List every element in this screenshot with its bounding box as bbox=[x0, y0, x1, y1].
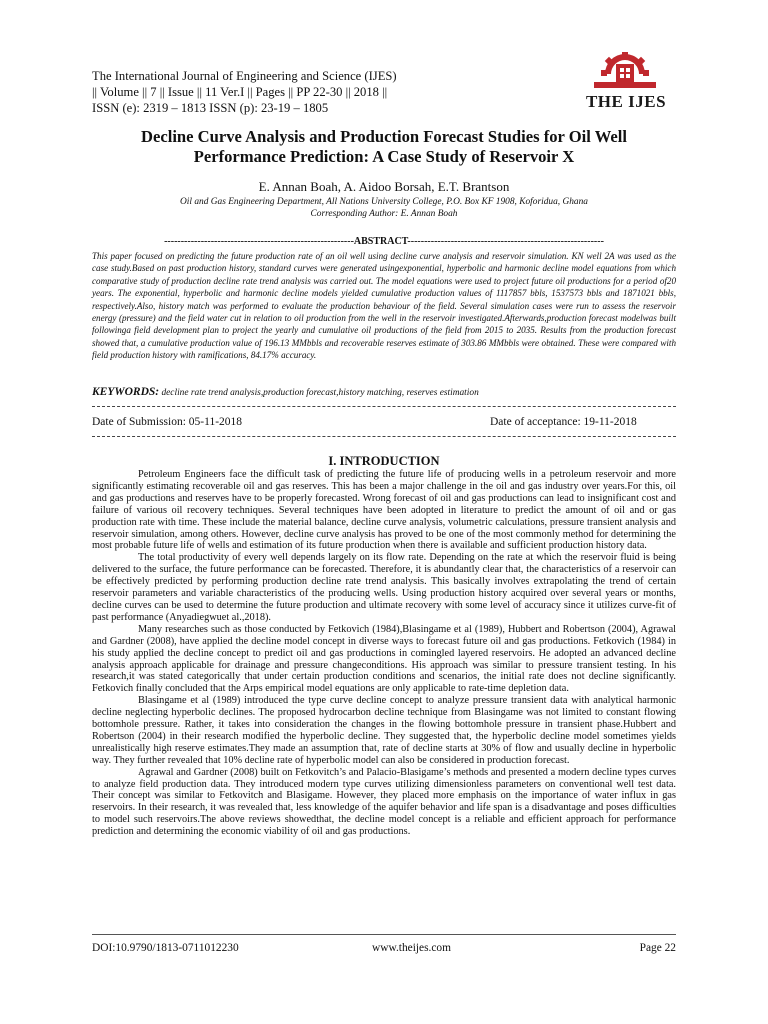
paragraph: Petroleum Engineers face the difficult task of predicting the future life of producing wells in a petroleum reservoir and more significantly estimating recoverable oil and gas reserves. This has been a major challenge in the oil and gas industry over years.For this, oil and gas productions and reserves have to be properly forecasted. Wrong forecast of oil and gas productions can lead to insignificant cost and failure of various oil recovery techniques. Several techniques have been adopted in literature to predict the amount of oil and or gas production rate with time. These include the material balance, decline curve analysis, volumetric calculations, pressure transient analysis and reservoir simulation, among others. However, decline curve analysis has proved to be one of the most commonly method for determining the most probable future life of wells and estimation of its future production when there is available and sufficient production history data. bbox=[92, 469, 676, 552]
doi: DOI:10.9790/1813-0711012230 bbox=[92, 942, 239, 954]
authors: E. Annan Boah, A. Aidoo Borsah, E.T. Brantson bbox=[258, 179, 510, 194]
website-link[interactable]: www.theijes.com bbox=[372, 942, 451, 954]
paragraph: Many researches such as those conducted by Fetkovich (1984),Blasingame et al (1989), Hubbert and Robertson (2004), Agrawal and Gardner (2008), have applied the decline model concept in diverse ways to forecast future oil and gas productions. Fetkovich (1984) in his study applied the decline concept to predict oil and gas productions in comingled layered reservoirs. He adopted an advanced decline analysis approach applicable for drainage and pressure changeconditions. His approach was similar to pressure transient testing. In his research,it was stated categorically that under certain production conditions and scenarios, the initial rate does not decline significantly. Fetkovich finally concluded that the Arps empirical model equations are only applicable to rate-time depletion data. bbox=[92, 623, 676, 695]
keywords bbox=[92, 386, 676, 398]
journal-logo bbox=[570, 52, 680, 112]
paper-title bbox=[92, 127, 676, 167]
gear-building-icon bbox=[570, 52, 680, 96]
logo-text: THE IJES bbox=[585, 92, 667, 111]
section-heading: I. INTRODUCTION bbox=[328, 454, 440, 468]
introduction-body bbox=[92, 469, 676, 838]
journal-name: The International Journal of Engineering and Science (IJES) bbox=[92, 69, 397, 83]
paragraph: Agrawal and Gardner (2008) built on Fetkovitch’s and Palacio-Blasigame’s methods and presented a modern decline types curves to analyze field production data. They introduced modern type curves utilizing dimensionless parameters on conventional well test data. Their concept was similar to Fetkovitch and Blasigame. However, they placed more emphasis on the importance of water influx in gas reservoirs. In their research, it was revealed that, less knowledge of the aquifer behavior and life span is a disadvantage and poses difficulties to model such reservoirs.The above reviews showedthat, the decline model concept is a reliable and efficient approach for performance prediction and determining the economic viability of oil and gas productions. bbox=[92, 766, 676, 838]
journal-header bbox=[92, 68, 562, 116]
page-number: Page 22 bbox=[639, 942, 676, 954]
affiliation: Oil and Gas Engineering Department, All Nations University College, P.O. Box KF 1908, Koforidua, Ghana bbox=[180, 197, 588, 207]
title-line-1: Decline Curve Analysis and Production Forecast Studies for Oil Well bbox=[141, 127, 627, 146]
keywords-label: KEYWORDS: bbox=[92, 386, 160, 398]
acceptance-date: Date of acceptance: 19-11-2018 bbox=[490, 416, 637, 428]
footer-rule bbox=[92, 934, 676, 935]
paragraph: Blasingame et al (1989) introduced the type curve decline concept to analyze pressure transient data with analytical harmonic decline neglecting hyperbolic declines. The proposed hydrocarbon decline technique from Blasingame was not limited to constant flowing bottomhole pressure. Rather, it takes into consideration the changes in the flowing bottomhole pressure in transient phase.Hubbert and Robertson (2004) in their research modified the hyperbolic decline. They suggested that, the hyperbolic decline model sometimes yields unrealistically high reserve estimates.They made an assumption that, rate of decline starts at 30% of flow and usually decline in hyperbolic way. They further revealed that 10% decline rate of hyperbolic model can also be considered in production forecast. bbox=[92, 695, 676, 766]
submission-date: Date of Submission: 05-11-2018 bbox=[92, 416, 243, 428]
corresponding-author: Corresponding Author: E. Annan Boah bbox=[310, 209, 458, 219]
abstract-heading: ---------------------------------------------------------ABSTRACT----------------------------------------------------------- bbox=[164, 236, 604, 247]
journal-volume: || Volume || 7 || Issue || 11 Ver.I || Pages || PP 22-30 || 2018 || bbox=[92, 85, 388, 99]
page-footer bbox=[92, 942, 676, 958]
divider bbox=[92, 406, 676, 407]
paragraph: The total productivity of every well depends largely on its flow rate. Depending on the rate at which the reservoir fluid is being delivered to the surface, the future performance can be forecasted. Therefore, it is abundantly clear that, the characteristics of a reservoir can be effectively predicted by performing production decline rate trend analysis. This basically involves extrapolating the trend of certain reservoir parameters and variable characteristics of the producing wells. Using production history acquired over several years or months, decline curves can be used to determine the future production and ultimate recovery with some level of accuracy since it utilizes curve-fit of past performance (Anyadiegwuet al.,2018). bbox=[92, 552, 676, 623]
title-line-2: Performance Prediction: A Case Study of Reservoir X bbox=[193, 147, 575, 166]
keywords-text: decline rate trend analysis,production forecast,history matching, reserves estimation bbox=[159, 388, 479, 398]
journal-issn: ISSN (e): 2319 – 1813 ISSN (p): 23-19 – 1805 bbox=[92, 101, 329, 115]
abstract-text: This paper focused on predicting the future production rate of an oil well using decline curve analysis and reservoir simulation. KN well 2A was used as the case study.Based on past production history, standard curves were generated usingexponential, hyperbolic and harmonic decline model equations from which comparative study of production decline rate trend analysis was carried out. The model equations were used to project future oil productions for a period of20 years. The exponential, hyperbolic and harmonic decline models yielded cumulative production values of 1117857 bbls, 1537573 bbls and 1871021 bbls, respectively.Also, history match was performed to evaluate the production behaviour of the field. Several simulation cases were run to assess the reservoir energy (pressure) and the field water cut in relation to oil production from the well in the reservoir investigated.Afterwards,production forecast modelwas built followinga field development plan to project the yearly and cumulative oil productions of the field from 2015 to 2035. Results from the production forecast showed that, a cumulative production value of 196.13 MMbbls and recoverable reserves estimate of 303.86 MMbbls were obtained. These were compared with field production history with ramifications, 84.17% accuracy. bbox=[92, 251, 676, 361]
divider bbox=[92, 436, 676, 437]
affiliation-block bbox=[92, 196, 676, 220]
